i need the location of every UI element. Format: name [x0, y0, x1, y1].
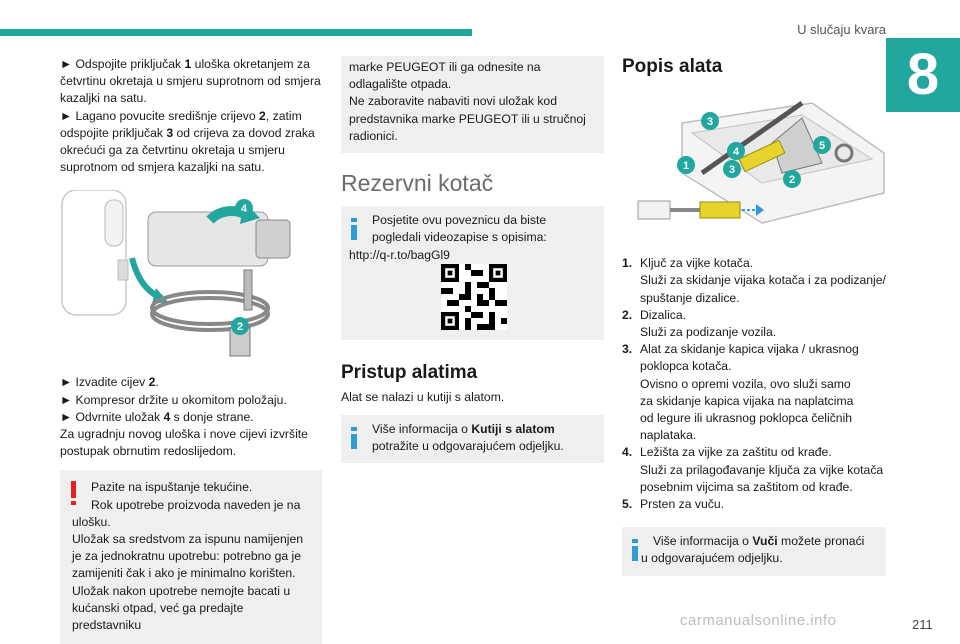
cartridge-illustration — [60, 190, 322, 360]
heading-tool-access: Pristup alatima — [341, 362, 478, 384]
info-icon — [351, 218, 357, 240]
section-title: U slučaju kvara — [797, 22, 886, 37]
tool-list — [622, 255, 886, 513]
warning-note-continued: marke PEUGEOT ili ga odnesite na odlagalište otpada. Ne zaboravite nabaviti novi uložak kod predstavnika marke PEUGEOT ili u stručnoj radionici. — [341, 56, 604, 153]
column-2 — [341, 56, 604, 463]
paragraph: Alat se nalazi u kutiji s alatom. — [341, 390, 505, 405]
watermark: carmanualsonline.info — [680, 612, 837, 629]
qr-code[interactable] — [441, 264, 507, 330]
list-item: 5. Prsten za vuču. — [622, 497, 724, 512]
video-info-note: Posjetite ovu poveznicu da biste pogledali videozapise s opisima: http://q-r.to/bagGl9 — [341, 206, 604, 340]
info-icon — [632, 539, 638, 561]
tools-info-note: Više informacija o Kutiji s alatom potražite u odgovarajućem odjeljku. — [341, 415, 604, 463]
video-link[interactable]: http://q-r.to/bagGl9 — [349, 247, 450, 262]
figure-label: 3 — [706, 116, 714, 129]
info-icon — [351, 427, 357, 449]
figure-label: 4 — [732, 146, 740, 159]
step-text: ► Kompresor držite u okomitom položaju. — [60, 392, 287, 407]
figure-label: 4 — [240, 203, 248, 216]
column-1 — [60, 56, 322, 644]
list-item: 4. Ležišta za vijke za zaštitu od krađe. Služi za prilagođavanje ključa za vijke kotača posebnim vijcima sa zaštitom od krađe. — [622, 445, 884, 494]
paragraph: Za ugradnju novog uloška i nove cijevi izvršite postupak obrnutim redoslijedom. — [60, 427, 308, 459]
page-number: 211 — [912, 617, 933, 632]
list-item: 3. Alat za skidanje kapica vijaka / ukrasnog poklopca kotača. Ovisno o opremi vozila, ovo služi samo za skidanje kapica vijaka na naplatcima od legure ili ukrasnog poklopca čeličnih naplataka. — [622, 342, 859, 443]
heading-tool-list: Popis alata — [622, 56, 723, 77]
step-text: ► Lagano povucite središnje crijevo 2, zatim odspojite priključak 3 od crijeva za dovod zraka okrećući ga za četvrtinu okretaja u smjeru suprotnom od smjera kazaljki na satu. — [60, 108, 315, 175]
warning-icon — [71, 481, 76, 505]
step-text: ► Odvrnite uložak 4 s donje strane. — [60, 409, 254, 424]
column-3 — [622, 56, 886, 576]
toolbox-illustration — [622, 83, 886, 243]
figure-label: 1 — [682, 160, 690, 173]
step-text: ► Odspojite priključak 1 uloška okretanjem za četvrtinu okretaja u smjeru suprotnom od smjera kazaljki na satu. — [60, 57, 321, 106]
chapter-badge: 8 — [886, 38, 960, 112]
figure-label: 5 — [818, 140, 826, 153]
heading-spare-wheel: Rezervni kotač — [341, 170, 494, 197]
warning-note: Pazite na ispuštanje tekućine. Rok upotrebe proizvoda naveden je na ulošku. Uložak sa sredstvom za ispunu namijenjen je za jednokratnu upotrebu: potrebno ga je zamijeniti čak i ako je minimalno korišten. Uložak nakon upotrebe nemojte bacati u kućanski otpad, već ga predajte predstavniku — [60, 470, 322, 644]
towing-info-note: Više informacija o Vuči možete pronaći u odgovarajućem odjeljku. — [622, 527, 886, 575]
figure-label: 2 — [236, 321, 244, 334]
figure-label: 3 — [728, 164, 736, 177]
figure-label: 2 — [788, 174, 796, 187]
header-accent-bar — [0, 29, 472, 36]
list-item: 1. Ključ za vijke kotača. Služi za skidanje vijaka kotača i za podizanje/ spuštanje dizalice. — [622, 256, 886, 305]
step-text: ► Izvadite cijev 2. — [60, 375, 159, 390]
list-item: 2. Dizalica. Služi za podizanje vozila. — [622, 307, 777, 340]
